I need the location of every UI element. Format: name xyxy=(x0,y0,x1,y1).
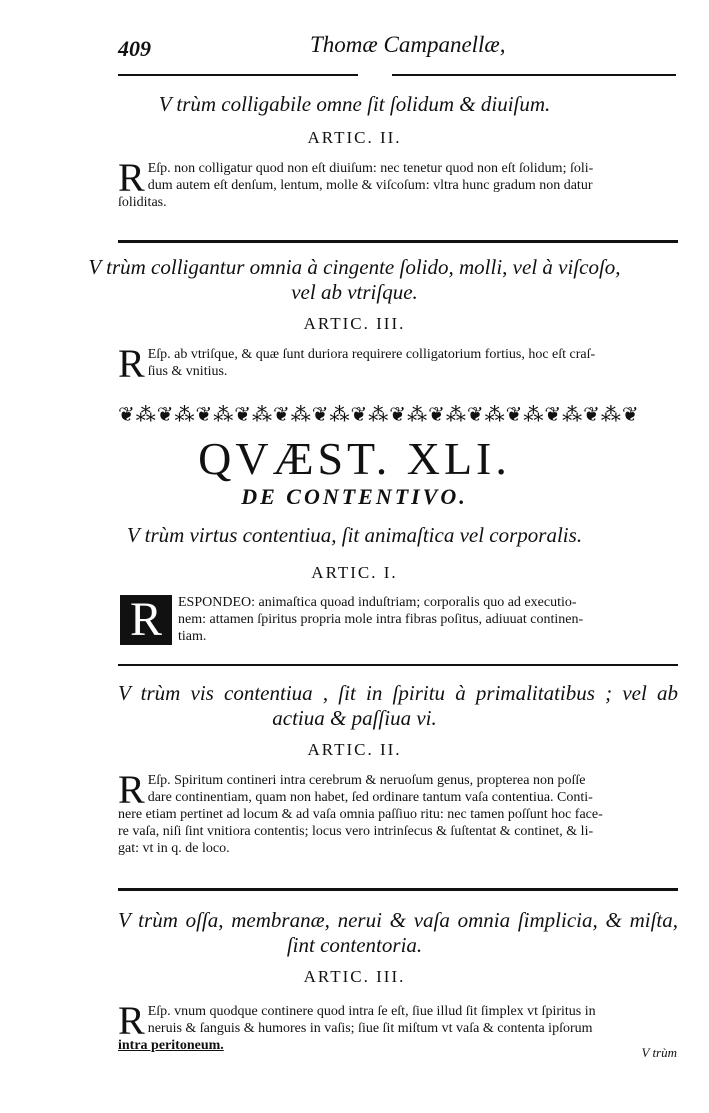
question-heading-3: V trùm virtus contentiua, ſit animaſtica vel corporalis. xyxy=(126,523,583,547)
response-paragraph-1 xyxy=(118,155,678,211)
decorated-initial: R xyxy=(120,595,172,645)
section-rule-3 xyxy=(118,888,678,891)
text-line: Eſp. ab vtriſque, & quæ ſunt duriora requirere colligatorium fortius, hoc eſt craſ- xyxy=(147,347,596,362)
text-line: ſoliditas. xyxy=(118,195,167,210)
quaestio-title: QVÆST. XLI. xyxy=(198,433,511,484)
artic-label-1: ARTIC. II. xyxy=(307,128,402,147)
text-line: re vaſa, niſi ſint vnitiora contentis; locus vero intrinſecus & ſuſtentat & continet, & li- xyxy=(118,824,594,839)
question-heading-4-line2: actiua & paſſiua vi. xyxy=(272,706,437,730)
question-heading-5-line2: ſint contentoria. xyxy=(286,933,423,957)
response-paragraph-5 xyxy=(118,998,678,1054)
question-heading-4-line1: V trùm vis contentiua , ſit in ſpiritu à primalitatibus ; vel ab xyxy=(118,681,678,705)
question-heading-1: V trùm colligabile omne ſit ſolidum & diuiſum. xyxy=(158,92,551,116)
respondeo-line-2: nem: attamen ſpiritus propria mole intra fibras poſitus, adiuuat continen- xyxy=(178,612,584,627)
text-line: Eſp. non colligatur quod non eſt diuiſum: nec tenetur quod non eſt ſolidum; ſoli- xyxy=(147,161,594,176)
drop-cap: R xyxy=(118,998,145,1043)
running-title: Thomæ Campanellæ, xyxy=(310,32,506,57)
text-line: Eſp. vnum quodque continere quod intra ſe eſt, ſiue illud ſit ſimplex vt ſpiritus in xyxy=(147,1004,596,1019)
drop-cap: R xyxy=(118,155,145,200)
drop-cap: R xyxy=(118,341,145,386)
artic-label-3: ARTIC. I. xyxy=(311,563,398,582)
ornamental-border: ❦⁂❦⁂❦⁂❦⁂❦⁂❦⁂❦⁂❦⁂❦⁂❦⁂❦⁂❦⁂❦⁂❦ xyxy=(118,404,640,426)
response-paragraph-4 xyxy=(118,767,678,857)
page-number: 409 xyxy=(118,36,151,61)
text-line: gat: vt in q. de loco. xyxy=(118,841,230,856)
text-line: dum autem eſt denſum, lentum, molle & viſcoſum: vltra hunc gradum non datur xyxy=(147,178,593,193)
response-paragraph-2 xyxy=(118,341,678,386)
question-heading-5-line1: V trùm oſſa, membranæ, nerui & vaſa omnia ſimplicia, & miſta, xyxy=(118,908,678,932)
text-line: ſius & vnitius. xyxy=(147,364,228,379)
text-line: nere etiam pertinet ad locum & ad vaſa omnia paſſiuo ritu: nec tamen poſſunt hoc face- xyxy=(118,807,603,822)
respondeo-line-3: tiam. xyxy=(178,629,207,644)
text-line: intra peritoneum. xyxy=(118,1038,224,1053)
artic-label-2: ARTIC. III. xyxy=(303,314,406,333)
question-heading-2-line1: V trùm colligantur omnia à cingente ſolido, molli, vel à viſcoſo, xyxy=(88,255,621,279)
question-heading-2-line2: vel ab vtriſque. xyxy=(291,280,418,304)
catchword: V trùm xyxy=(641,1045,677,1060)
section-rule-1 xyxy=(118,240,678,243)
text-line: dare continentiam, quam non habet, ſed ordinare tantum vaſa contentiua. Conti- xyxy=(147,790,593,805)
text-line: neruis & ſanguis & humores in vaſis; ſiue ſit miſtum vt vaſa & contenta ipſorum xyxy=(147,1021,593,1036)
section-rule-2 xyxy=(118,664,678,666)
text-line: Eſp. Spiritum contineri intra cerebrum & neruoſum genus, propterea non poſſe xyxy=(147,773,586,788)
artic-label-4: ARTIC. II. xyxy=(307,740,402,759)
respondeo-line-1: ESPONDEO: animaſtica quoad induſtriam; corporalis quo ad executio- xyxy=(178,595,577,610)
header-rule-left xyxy=(118,74,358,76)
header-rule-right xyxy=(392,74,676,76)
artic-label-5: ARTIC. III. xyxy=(303,967,406,986)
quaestio-subtitle: DE CONTENTIVO. xyxy=(241,484,468,509)
drop-cap: R xyxy=(118,767,145,812)
